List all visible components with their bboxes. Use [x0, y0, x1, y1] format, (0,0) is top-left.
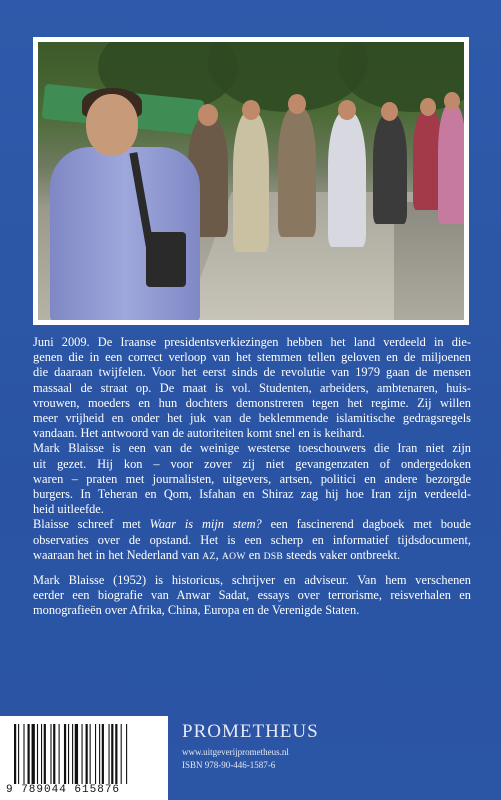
blurb-line: monografieën over Afrika, China, Europa en de Verenigde Staten.: [33, 603, 360, 618]
author-bio: [33, 573, 471, 619]
blurb-line: vrouwen, moeders en hun dochters demonstreren tegen het regime. Zij willen: [33, 395, 471, 410]
cover-photo: [33, 37, 469, 325]
blurb-line: uit gezet. Hij kon – voor zover zij niet gevangenzaten of ondergedoken: [33, 456, 471, 471]
publisher-logo: PROMETHEUS: [182, 721, 319, 742]
blurb-line: vandaan. Het antwoord van de autoriteiten komt snel en is keihard.: [33, 426, 365, 441]
blurb-line: Blaisse schreef met Waar is mijn stem? een fascinerend dagboek met boude: [33, 517, 472, 532]
barcode-panel: [0, 716, 168, 800]
blurb-line: Juni 2009. De Iraanse presidentsverkiezingen hebben het land verdeeld in die-: [33, 335, 471, 349]
blurb-text: [33, 335, 471, 619]
book-title: Waar is mijn stem?: [149, 517, 262, 532]
barcode-icon: [12, 724, 162, 784]
blurb-line: genen die in een correct verloop van het stemmen tellen geloven en de miljoenen: [33, 350, 471, 365]
blurb-line: meer vrijheid en onder het juk van de beklemmende islamitische gedragsregels: [33, 411, 471, 426]
blurb-paragraph-3: [33, 517, 471, 564]
publisher-url: www.uitgeverijprometheus.nl: [182, 747, 289, 757]
blurb-paragraph-1: [33, 335, 471, 441]
blurb-line: waaraan het in het Nederland van AZ, AOW en DSB steeds vaker ontbreekt.: [33, 547, 401, 562]
protest-crowd-photo: [38, 42, 464, 320]
blurb-line: observaties over de opstand. Het is een scherp en informatief tijdsdocument,: [33, 532, 471, 547]
blurb-line: heid uitleefde.: [33, 502, 104, 517]
isbn-text: ISBN 978-90-446-1587-6: [182, 760, 276, 770]
blurb-line: massaal de straat op. De maat is vol. Studenten, arbeiders, ambtenaren, huis-: [33, 380, 471, 395]
barcode-number: 9 789044 615876: [6, 784, 121, 796]
blurb-line: eerder een biografie van Anwar Sadat, essays over terrorisme, reisverhalen en: [33, 588, 471, 603]
blurb-line: burgers. In Teheran en Qom, Isfahan en Shiraz zag hij hoe Iran zijn verdeeld-: [33, 487, 471, 502]
blurb-line: die daaraan twijfelen. Voor het eerst sinds de revolutie van 1979 gaan de mensen: [33, 365, 471, 380]
blurb-paragraph-2: [33, 441, 471, 517]
blurb-line: waren – praten met journalisten, uitgevers, artsen, politici en andere bezorgde: [33, 471, 471, 486]
blurb-line: Mark Blaisse is een van de weinige westerse toeschouwers die Iran niet zijn: [33, 441, 471, 456]
blurb-line: Mark Blaisse (1952) is historicus, schrijver en adviseur. Van hem verschenen: [33, 573, 471, 588]
